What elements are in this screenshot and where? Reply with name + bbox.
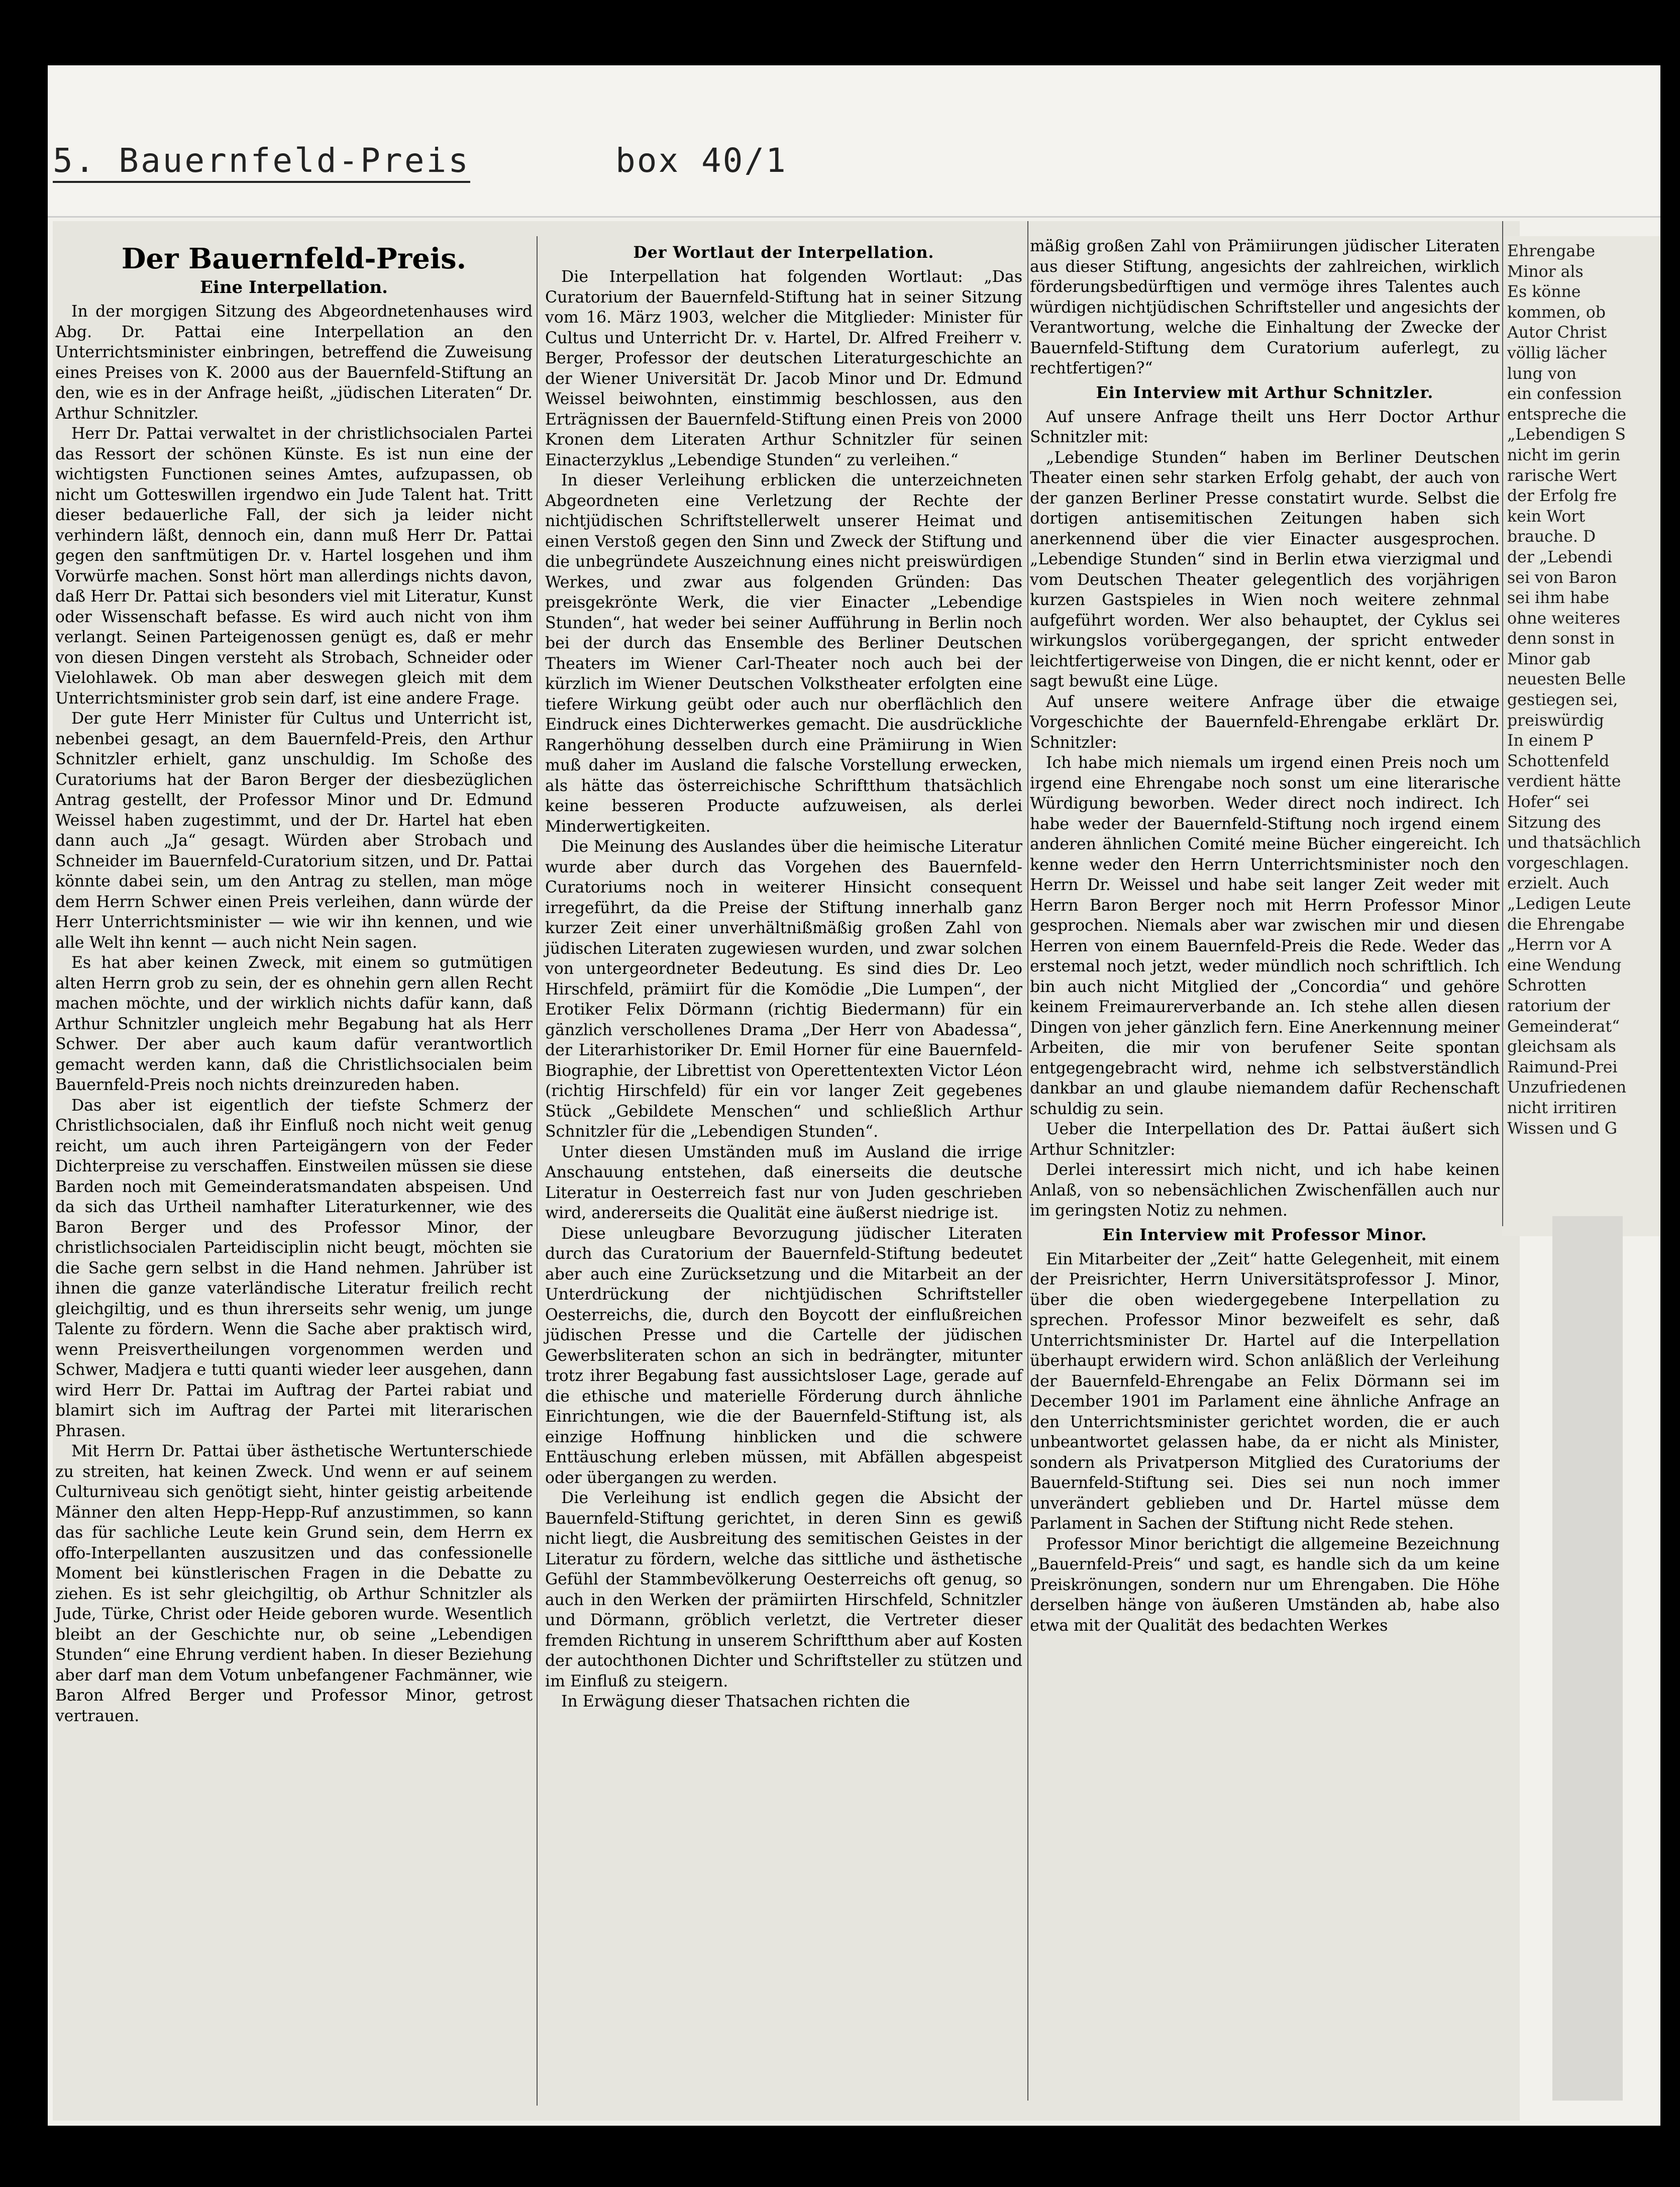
fragment-line: Es könne xyxy=(1507,283,1581,302)
column-3 xyxy=(1030,236,1500,1636)
fragment-line: „Ledigen Leute xyxy=(1507,895,1631,913)
fragment-line: Autor Christ xyxy=(1507,324,1607,342)
fragment-line: lung von xyxy=(1507,364,1577,383)
paragraph: Herr Dr. Pattai verwaltet in der christlichsocialen Partei das Ressort der schönen Künste. Es ist nun eine der wichtigsten Functionen seines Amtes, aufzupassen, ob nicht um Gotteswillen irgendwo ein Jude Talent hat. Tritt dieser bedauerliche Fall, der sich ja leider nicht verhindern läßt, dennoch ein, dann muß Herr Dr. Pattai gegen den sanftmütigen Dr. v. Hartel losgehen und ihm Vorwürfe machen. Sonst hört man allerdings nichts davon, daß Herr Dr. Pattai sich besonders viel mit Literatur, Kunst oder Wissenschaft befasse. Es wird auch nicht von ihm verlangt. Seinen Parteigenossen genügt es, daß er mehr von diesen Dingen versteht als Strobach, Schneider oder Vielohlawek. Ob man aber deswegen gleich mit dem Unterrichtsminister grob sein darf, ist eine andere Frage. xyxy=(55,425,533,708)
fragment-line: denn sonst in xyxy=(1507,630,1615,648)
fragment-line: kein Wort xyxy=(1507,507,1586,526)
paragraph: mäßig großen Zahl von Prämiirungen jüdischer Literaten aus dieser Stiftung, angesichts der zahlreichen, wirklich förderungsbedürftigen und vermöge ihres Talentes auch würdigen nichtjüdischen Schriftsteller und angesichts der Verantwortung, welche die Einhaltung der Zwecke der Bauernfeld-Stiftung dem Curatorium auferlegt, zu rechtfertigen?“ xyxy=(1030,237,1500,377)
fragment-line: gleichsam als xyxy=(1507,1038,1616,1056)
fragment-line: Unzufriedenen xyxy=(1507,1078,1627,1097)
fragment-line: verdient hätte xyxy=(1507,772,1621,791)
paragraph: Mit Herrn Dr. Pattai über ästhetische Wertunterschiede zu streiten, hat keinen Zweck. Und wenn er auf seinem Culturniveau sich genötigt sieht, hinter geistig arbeitende Männer den alten Hepp-Hepp-Ruf anzustimmen, so kann das für sachliche Leute kein Grund sein, dem Herrn ex offo-Interpellanten auszusitzen und das confessionelle Moment bei künstlerischen Fragen in die Debatte zu ziehen. Es ist sehr gleichgiltig, ob Arthur Schnitzler als Jude, Türke, Christ oder Heide geboren wurde. Wesentlich bleibt an der Geschichte nur, ob seine „Lebendigen Stunden“ eine Ehrung verdient haben. In dieser Beziehung aber darf man dem Votum unbefangener Fachmänner, wie Baron Alfred Berger und Professor Minor, getrost vertrauen. xyxy=(55,1442,533,1725)
article-title: Der Bauernfeld-Preis. xyxy=(121,242,467,275)
fragment-line: Wissen und G xyxy=(1507,1119,1618,1138)
paragraph: In der morgigen Sitzung des Abgeordnetenhauses wird Abg. Dr. Pattai eine Interpellation an den Unterrichtsminister einbringen, betreffend die Zuweisung eines Preises von K. 2000 aus der Bauernfeld-Stiftung an den, wie es in der Anfrage heißt, „jüdischen Literaten“ Dr. Arthur Schnitzler. xyxy=(55,303,533,423)
fragment-line: entspreche die xyxy=(1507,405,1627,424)
fragment-line: eine Wendung xyxy=(1507,956,1622,974)
fragment-line: kommen, ob xyxy=(1507,303,1606,322)
section-heading: Ein Interview mit Professor Minor. xyxy=(1102,1225,1427,1244)
fragment-line: brauche. D xyxy=(1507,528,1596,546)
paragraph: Auf unsere Anfrage theilt uns Herr Doctor Arthur Schnitzler mit: xyxy=(1030,408,1500,446)
fragment-line: ratorium der xyxy=(1507,997,1610,1015)
archive-label: 5. Bauernfeld-Preis xyxy=(53,141,470,183)
paragraph: Auf unsere weitere Anfrage über die etwaige Vorgeschichte der Bauernfeld-Ehrengabe erklärt Dr. Schnitzler: xyxy=(1030,692,1500,752)
fragment-line: vorgeschlagen. xyxy=(1507,854,1629,872)
paragraph: Professor Minor berichtigt die allgemeine Bezeichnung „Bauernfeld-Preis“ und sagt, es handle sich da um keine Preiskrönungen, sondern nur um Ehrengaben. Die Höhe derselben hänge von äußeren Umständen ab, habe also etwa mit der Qualität des bedachten Werkes xyxy=(1030,1535,1500,1635)
fragment-line: Schottenfeld xyxy=(1507,752,1610,770)
fragment-line: sei von Baron xyxy=(1507,568,1617,587)
paragraph: Es hat aber keinen Zweck, mit einem so gutmütigen alten Herrn grob zu sein, der es ohnehin gern allen Recht machen möchte, und der wirklich nichts dafür kann, daß Arthur Schnitzler ungleich mehr Begabung hat als Herr Schwer. Der aber auch kaum dafür verantwortlich gemacht werden kann, daß die Christlichsocialen beim Bauernfeld-Preis noch nichts dreinzureden haben. xyxy=(55,954,533,1094)
section-heading: Der Wortlaut der Interpellation. xyxy=(633,243,934,262)
paragraph: Diese unleugbare Bevorzugung jüdischer Literaten durch das Curatorium der Bauernfeld-Stiftung bedeutet aber auch eine Zurücksetzung und die Mitarbeit an der Unterdrückung der nichtjüdischen Schriftsteller Oesterreichs, die, durch den Boycott der einflußreichen jüdischen Presse und die Cartelle der jüdischen Gewerbsliteraten schon an sich in bedrängter, mitunter trotz ihrer Begabung fast aussichtsloser Lage, gerade auf die ethische und materielle Förderung durch ähnliche Einrichtungen, wie die der Bauernfeld-Stiftung ist, als einzige Hoffnung hinblicken und die schwere Enttäuschung erleben müssen, mit Abfällen abgespeist oder übergangen zu werden. xyxy=(545,1224,1022,1487)
fragment-line: erzielt. Auch xyxy=(1507,874,1609,893)
fragment-line: Minor als xyxy=(1507,262,1584,281)
cut-off-column-fragment xyxy=(1507,241,1660,1139)
section-heading: Ein Interview mit Arthur Schnitzler. xyxy=(1096,383,1434,402)
column-rule xyxy=(537,236,538,2106)
fragment-line: sei ihm habe xyxy=(1507,589,1610,608)
fragment-line: „Herrn vor A xyxy=(1507,936,1612,954)
article-subtitle: Eine Interpellation. xyxy=(199,277,388,297)
fragment-line: gestiegen sei, xyxy=(1507,691,1618,710)
fragment-line: neuesten Belle xyxy=(1507,670,1626,689)
paragraph: Die Verleihung ist endlich gegen die Absicht der Bauernfeld-Stiftung gerichtet, in deren Sinn es gewiß nicht liegt, die Ausbreitung des semitischen Geistes in der Literatur zu fördern, welche das sittliche und ästhetische Gefühl der Stammbevölkerung Oesterreichs oft genug, so auch in den Werken der prämiirten Hirschfeld, Schnitzler und Dörmann, gröblich verletzt, die Vertreter dieser fremden Richtung in unserem Schriftthum aber auf Kosten der autochthonen Dichter und Schriftsteller zu stützen und im Einfluß zu steigern. xyxy=(545,1489,1022,1691)
paragraph: Die Meinung des Auslandes über die heimische Literatur wurde aber durch das Vorgehen des Bauernfeld-Curatoriums noch in weiterer Hinsicht consequent irregeführt, da die Preise der Stiftung innerhalb ganz kurzer Zeit einer unverhältnißmäßig großen Zahl von jüdischen Literaten zugewiesen wurden, und zwar solchen von untergeordneter Bedeutung. Es sind dies Dr. Leo Hirschfeld, prämiirt für die Komödie „Die Lumpen“, der Erotiker Felix Dörmann (richtig Biedermann) für ein gänzlich verschollenes Drama „Der Herr von Abadessa“, der Literarhistoriker Dr. Emil Horner für eine Bauernfeld-Biographie, der Librettist von Operettentexten Victor Léon (richtig Hirschfeld) für ein vor langer Zeit gegebenes Stück „Gebildete Menschen“ und schließlich Arthur Schnitzler für die „Lebendigen Stunden“. xyxy=(545,838,1022,1141)
box-number: box 40/1 xyxy=(615,141,787,180)
fragment-line: „Lebendigen S xyxy=(1507,426,1626,444)
fragment-line: Ehrengabe xyxy=(1507,242,1596,260)
paragraph: Die Interpellation hat folgenden Wortlaut: „Das Curatorium der Bauernfeld-Stiftung hat in seiner Sitzung vom 16. März 1903, welcher die Mitglieder: Minister für Cultus und Unterricht Dr. v. Hartel, Dr. Alfred Freiherr v. Berger, Professor der deutschen Literaturgeschichte an der Wiener Universität Dr. Jacob Minor und Dr. Edmund Weissel beiwohnten, einstimmig beschlossen, aus den Erträgnissen der Bauernfeld-Stiftung einen Preis von 2000 Kronen dem Literaten Arthur Schnitzler für seinen Einacterzyklus „Lebendige Stunden“ zu verleihen.“ xyxy=(545,268,1022,469)
column-2 xyxy=(545,239,1022,1712)
paragraph: In Erwägung dieser Thatsachen richten die xyxy=(561,1693,910,1711)
fragment-line: Sitzung des xyxy=(1507,813,1601,832)
fragment-line: Schrotten xyxy=(1507,976,1587,995)
fragment-line: Hofer“ sei xyxy=(1507,793,1589,812)
paragraph: Ein Mitarbeiter der „Zeit“ hatte Gelegenheit, mit einem der Preisrichter, Herrn Universitätsprofessor J. Minor, über die oben wiedergegebene Interpellation zu sprechen. Professor Minor bezweifelt es sehr, daß Unterrichtsminister Dr. Hartel auf die Interpellation überhaupt erwidern wird. Schon anläßlich der Verleihung der Bauernfeld-Ehrengabe an Felix Dörmann sei im December 1901 im Parlament eine ähnliche Anfrage an den Unterrichtsminister gerichtet worden, die er auch unbeantwortet gelassen habe, da er nicht als Minister, sondern als Privatperson Mitglied des Curatoriums der Bauernfeld-Stiftung sei. Dies sei nun noch immer unverändert geblieben und Dr. Hartel müsse dem Parlament in Sachen der Stiftung nicht Rede stehen. xyxy=(1030,1250,1500,1533)
column-1 xyxy=(55,241,533,1726)
fragment-line: die Ehrengabe xyxy=(1507,915,1625,934)
fragment-line: ein confession xyxy=(1507,385,1622,404)
paragraph: Unter diesen Umständen muß im Ausland die irrige Anschauung entstehen, daß einerseits die deutsche Literatur in Oesterreich fast nur von Juden geschrieben wird, andererseits die Qualität eine äußerst niedrige ist. xyxy=(545,1143,1022,1222)
mounting-strip xyxy=(1552,1216,1623,2101)
column-rule xyxy=(1502,221,1503,1226)
fragment-line: preiswürdig xyxy=(1507,711,1604,730)
paragraph: Das aber ist eigentlich der tiefste Schmerz der Christlichsocialen, daß ihr Einfluß noch nicht weit genug reicht, um auch ihren Parteigängern von der Feder Dichterpreise zu verschaffen. Einstweilen müssen sie diese Barden noch mit Gemeinderatsmandaten abspeisen. Und da sich das Urtheil namhafter Literaturkenner, wie des Baron Berger und des Professor Minor, der christlichsocialen Parteidisciplin nicht beugt, möchten sie die Sache gern selbst in die Hand nehmen. Jahrüber ist ihnen die ganze vaterländische Literatur freilich recht gleichgiltig, und es thun ihrerseits sehr wenig, um junge Talente zu fördern. Wenn die Sache aber praktisch wird, wenn Preisvertheilungen vorgenommen werden und Schwer, Madjera e tutti quanti wieder leer ausgehen, dann wird Herr Dr. Pattai im Auftrag der Partei rabiat und blamirt sich im Auftrag der Partei mit literarischen Phrasen. xyxy=(55,1096,533,1440)
paragraph: Ich habe mich niemals um irgend einen Preis noch um irgend eine Ehrengabe noch sonst um eine literarische Würdigung beworben. Weder direct noch indirect. Ich habe weder der Bauernfeld-Stiftung noch irgend einem anderen ähnlichen Comité meine Bücher eingereicht. Ich kenne weder den Herrn Unterrichtsminister noch den Herrn Dr. Weissel und habe seit langer Zeit weder mit Herrn Baron Berger noch mit Herrn Professor Minor gesprochen. Niemals aber war zwischen mir und diesen Herren von einem Bauernfeld-Preis die Rede. Weder das erstemal noch jetzt, weder mündlich noch schriftlich. Ich bin auch nicht Mitglied der „Concordia“ und gehöre keinem Freimaurerverbande an. Ich stehe allen diesen Dingen von jeher gänzlich fern. Eine Anerkennung meiner Arbeiten, die mir von berufener Seite spontan entgegengebracht wird, nehme ich selbstverständlich dankbar an und glaube niemandem dafür Rechenschaft schuldig zu sein. xyxy=(1030,754,1500,1118)
paragraph: Ueber die Interpellation des Dr. Pattai äußert sich Arthur Schnitzler: xyxy=(1030,1120,1500,1159)
fragment-line: Minor gab xyxy=(1507,650,1591,668)
column-rule xyxy=(1027,221,1028,2101)
fragment-line: In einem P xyxy=(1507,732,1594,750)
fragment-line: nicht irritiren xyxy=(1507,1099,1617,1117)
paragraph: „Lebendige Stunden“ haben im Berliner Deutschen Theater einen sehr starken Erfolg gehabt, der auch von der ganzen Berliner Presse constatirt wurde. Selbst die dortigen antisemitischen Zeitungen haben sich anerkennend über die vier Einacter ausgesprochen. „Lebendige Stunden“ sind in Berlin etwa vierzigmal und vom Deutschen Theater gelegentlich des vorjährigen kurzen Gastspieles in Wien noch weitere zehnmal aufgeführt worden. Wer also behauptet, der Cyklus sei wirkungslos vorübergegangen, der spricht entweder leichtfertigerweise von Dingen, die er nicht kennt, oder er sagt bewußt eine Lüge. xyxy=(1030,448,1500,690)
fragment-line: und thatsächlich xyxy=(1507,834,1641,852)
paragraph: Derlei interessirt mich nicht, und ich habe keinen Anlaß, von so nebensächlichen Zwischenfällen auch nur im geringsten Notiz zu nehmen. xyxy=(1030,1161,1500,1220)
fragment-line: Gemeinderat“ xyxy=(1507,1017,1620,1036)
paragraph: Der gute Herr Minister für Cultus und Unterricht ist, nebenbei gesagt, an dem Bauernfeld-Preis, den Arthur Schnitzler erhielt, ganz unschuldig. Im Schoße des Curatoriums hat der Baron Berger der diesbezüglichen Antrag gestellt, der Professor Minor und Dr. Edmund Weissel haben zugestimmt, und der Dr. Hartel hat eben dann auch „Ja“ gesagt. Würden aber Strobach und Schneider im Bauernfeld-Curatorium sitzen, und Dr. Pattai könnte dabei sein, um den Antrag zu stellen, man möge dem Herrn Schwer einen Preis verleihen, dann würde der Herr Unterrichtsminister — wie wir ihn kennen, und wie alle Welt ihn kennt — auch nicht Nein sagen. xyxy=(55,710,533,952)
fragment-line: nicht im gerin xyxy=(1507,446,1621,464)
fragment-line: rarische Wert xyxy=(1507,466,1617,485)
fragment-line: ohne weiteres xyxy=(1507,609,1621,628)
paragraph: In dieser Verleihung erblicken die unterzeichneten Abgeordneten eine Verletzung der Rechte der nichtjüdischen Schriftstellerwelt unserer Heimat und einen Verstoß gegen den Sinn und Zweck der Stiftung und die unbegründete Auszeichnung eines nicht preiswürdigen Werkes, und zwar aus folgenden Gründen: Das preisgekrönte Werk, die vier Einacter „Lebendige Stunden“, hat weder bei seiner Aufführung in Berlin noch bei der durch das Ensemble des Berliner Deutschen Theaters im Wiener Carl-Theater noch auch bei der kürzlich im Wiener Deutschen Volkstheater erfolgten eine tiefere Wirkung geübt oder auch nur oberflächlich den Eindruck eines Dichterwerkes gemacht. Die ausdrückliche Rangerhöhung desselben durch eine Prämiirung in Wien muß daher im Ausland die falsche Vorstellung erwecken, als hätte das österreichische Schriftthum thatsächlich keine besseren Producte aufzuweisen, als derlei Minderwertigkeiten. xyxy=(545,471,1022,836)
fragment-line: der „Lebendi xyxy=(1507,548,1613,566)
fragment-line: der Erfolg fre xyxy=(1507,487,1617,506)
fragment-line: völlig lächer xyxy=(1507,344,1607,362)
fragment-line: Raimund-Prei xyxy=(1507,1058,1618,1076)
